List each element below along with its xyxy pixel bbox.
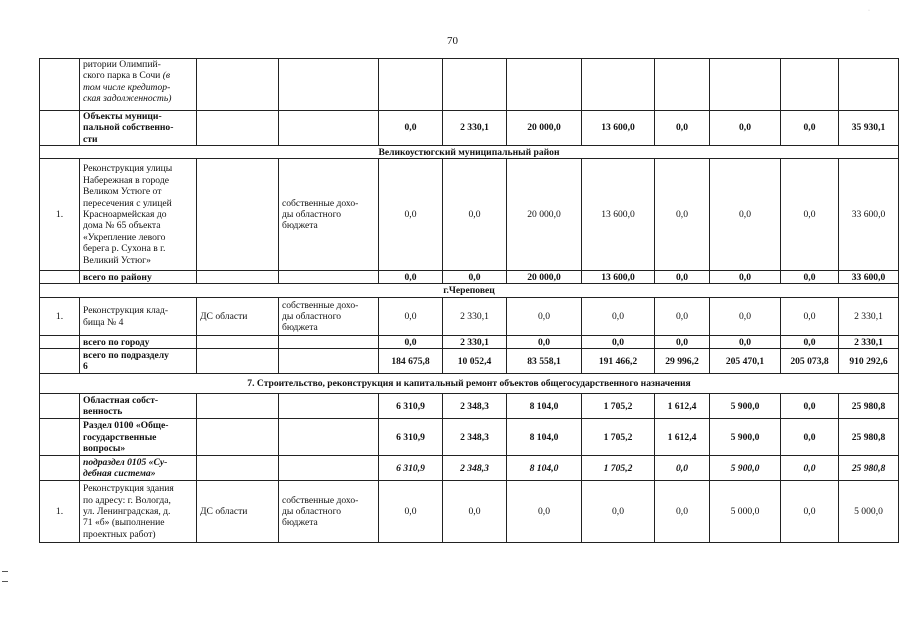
row-number: 1. (40, 481, 80, 543)
amount-cell: 0,0 (379, 271, 443, 284)
object-name: всего по району (80, 271, 197, 284)
row-number (40, 111, 80, 146)
row-number (40, 419, 80, 456)
amount-cell: 8 104,0 (507, 456, 582, 481)
object-name: подраздел 0105 «Су- дебная система» (80, 456, 197, 481)
page-number: 70 (447, 35, 458, 47)
amount-cell (582, 59, 655, 111)
amount-total: 35 930,1 (839, 111, 899, 146)
table-row (40, 394, 899, 419)
amount-cell: 184 675,8 (379, 349, 443, 374)
object-name: всего по подразделу 6 (80, 349, 197, 374)
amount-cell: 0,0 (443, 159, 507, 271)
table-row (40, 271, 899, 284)
object-name: всего по городу (80, 336, 197, 349)
amount-cell: 0,0 (507, 336, 582, 349)
table-row (40, 456, 899, 481)
amount-cell: 5 900,0 (710, 419, 781, 456)
amount-cell: 0,0 (379, 298, 443, 336)
amount-cell: 2 348,3 (443, 394, 507, 419)
amount-cell (655, 59, 710, 111)
amount-cell: 0,0 (655, 456, 710, 481)
corner-mark: · (868, 8, 870, 14)
funding-source (279, 59, 379, 111)
row-number: 1. (40, 298, 80, 336)
amount-cell: 0,0 (582, 336, 655, 349)
funding-source (279, 394, 379, 419)
section-title: 7. Строительство, реконструкция и капитальный ремонт объектов общегосударственного назначения (40, 374, 899, 394)
amount-cell: 2 348,3 (443, 456, 507, 481)
amount-total: 33 600,0 (839, 271, 899, 284)
amount-cell: 0,0 (710, 159, 781, 271)
amount-cell: 1 705,2 (582, 394, 655, 419)
section-title: Великоустюгский муниципальный район (40, 146, 899, 159)
amount-cell (507, 59, 582, 111)
table-body (40, 59, 899, 543)
table-row (40, 481, 899, 543)
amount-cell: 1 612,4 (655, 394, 710, 419)
amount-cell: 0,0 (710, 271, 781, 284)
section-row (40, 146, 899, 159)
amount-cell: 0,0 (710, 111, 781, 146)
amount-cell: 1 705,2 (582, 419, 655, 456)
customer (197, 336, 279, 349)
row-number (40, 271, 80, 284)
amount-total: 25 980,8 (839, 394, 899, 419)
object-name: ритории Олимпий- ского парка в Сочи (в том числе кредитор- ская задолженность) (80, 59, 197, 111)
amount-cell: 2 330,1 (443, 111, 507, 146)
object-name: Реконструкция здания по адресу: г. Вологда, ул. Ленинградская, д. 71 «б» (выполнение проектных работ) (80, 481, 197, 543)
amount-cell: 0,0 (379, 111, 443, 146)
amount-cell: 0,0 (781, 481, 839, 543)
customer (197, 419, 279, 456)
amount-cell (781, 59, 839, 111)
amount-total: 910 292,6 (839, 349, 899, 374)
funding-source (279, 419, 379, 456)
funding-source (279, 349, 379, 374)
amount-cell: 0,0 (781, 271, 839, 284)
section-row (40, 374, 899, 394)
object-name: Реконструкция клад- бища № 4 (80, 298, 197, 336)
amount-total: 2 330,1 (839, 298, 899, 336)
amount-cell: 29 996,2 (655, 349, 710, 374)
amount-cell: 8 104,0 (507, 419, 582, 456)
row-number: 1. (40, 159, 80, 271)
table-row (40, 349, 899, 374)
amount-cell: 10 052,4 (443, 349, 507, 374)
amount-cell: 0,0 (655, 298, 710, 336)
amount-cell: 8 104,0 (507, 394, 582, 419)
amount-cell: 6 310,9 (379, 419, 443, 456)
margin-mark (2, 581, 8, 582)
amount-cell: 0,0 (710, 298, 781, 336)
amount-cell: 2 330,1 (443, 298, 507, 336)
amount-cell: 0,0 (710, 336, 781, 349)
amount-cell: 5 900,0 (710, 394, 781, 419)
customer (197, 456, 279, 481)
amount-cell: 0,0 (507, 481, 582, 543)
amount-cell: 0,0 (443, 271, 507, 284)
amount-cell: 205 470,1 (710, 349, 781, 374)
amount-cell: 0,0 (507, 298, 582, 336)
row-number (40, 456, 80, 481)
amount-cell: 6 310,9 (379, 394, 443, 419)
object-name: Областная собст- венность (80, 394, 197, 419)
amount-cell: 0,0 (582, 481, 655, 543)
amount-total: 2 330,1 (839, 336, 899, 349)
amount-cell: 0,0 (655, 336, 710, 349)
customer (197, 159, 279, 271)
amount-cell: 0,0 (655, 271, 710, 284)
amount-cell: 0,0 (379, 159, 443, 271)
amount-cell: 5 900,0 (710, 456, 781, 481)
customer (197, 59, 279, 111)
amount-cell: 1 612,4 (655, 419, 710, 456)
object-name: Реконструкция улицы Набережная в городе Великом Устюге от пересечения с улицей Красноармейская до дома № 65 объекта «Укрепление левого берега р. Сухона в г. Великий Устюг» (80, 159, 197, 271)
row-number (40, 349, 80, 374)
funding-source (279, 456, 379, 481)
customer (197, 349, 279, 374)
amount-cell: 1 705,2 (582, 456, 655, 481)
amount-cell (710, 59, 781, 111)
amount-cell: 0,0 (379, 336, 443, 349)
amount-cell: 20 000,0 (507, 271, 582, 284)
amount-cell: 2 330,1 (443, 336, 507, 349)
customer (197, 271, 279, 284)
amount-cell: 20 000,0 (507, 159, 582, 271)
table-row (40, 159, 899, 271)
amount-cell: 5 000,0 (710, 481, 781, 543)
customer: ДС области (197, 298, 279, 336)
amount-cell: 191 466,2 (582, 349, 655, 374)
amount-cell: 13 600,0 (582, 159, 655, 271)
table-row (40, 419, 899, 456)
amount-cell: 83 558,1 (507, 349, 582, 374)
amount-total (839, 59, 899, 111)
customer (197, 394, 279, 419)
row-number (40, 336, 80, 349)
amount-cell: 0,0 (781, 336, 839, 349)
funding-source: собственные дохо- ды областного бюджета (279, 481, 379, 543)
amount-cell: 0,0 (781, 159, 839, 271)
funding-source (279, 271, 379, 284)
amount-cell: 0,0 (781, 456, 839, 481)
margin-mark (2, 571, 8, 572)
amount-cell: 0,0 (443, 481, 507, 543)
amount-cell: 0,0 (781, 394, 839, 419)
amount-cell: 0,0 (655, 111, 710, 146)
table-row (40, 111, 899, 146)
table-row (40, 298, 899, 336)
amount-cell: 0,0 (655, 159, 710, 271)
row-number (40, 59, 80, 111)
customer: ДС области (197, 481, 279, 543)
amount-cell: 0,0 (781, 298, 839, 336)
object-name: Объекты муници- пальной собственно- сти (80, 111, 197, 146)
amount-cell (379, 59, 443, 111)
amount-cell: 6 310,9 (379, 456, 443, 481)
amount-cell: 0,0 (781, 419, 839, 456)
amount-total: 25 980,8 (839, 419, 899, 456)
amount-cell: 0,0 (781, 111, 839, 146)
budget-table (39, 58, 899, 543)
amount-cell (443, 59, 507, 111)
amount-cell: 0,0 (582, 298, 655, 336)
funding-source (279, 336, 379, 349)
amount-cell: 13 600,0 (582, 271, 655, 284)
object-name: Раздел 0100 «Обще- государственные вопросы» (80, 419, 197, 456)
amount-total: 5 000,0 (839, 481, 899, 543)
amount-cell: 205 073,8 (781, 349, 839, 374)
funding-source: собственные дохо- ды областного бюджета (279, 159, 379, 271)
funding-source (279, 111, 379, 146)
section-row (40, 284, 899, 298)
section-title: г.Череповец (40, 284, 899, 298)
amount-cell: 0,0 (655, 481, 710, 543)
amount-cell: 2 348,3 (443, 419, 507, 456)
table-row (40, 336, 899, 349)
amount-cell: 0,0 (379, 481, 443, 543)
amount-cell: 20 000,0 (507, 111, 582, 146)
row-number (40, 394, 80, 419)
amount-cell: 13 600,0 (582, 111, 655, 146)
table-row (40, 59, 899, 111)
amount-total: 25 980,8 (839, 456, 899, 481)
customer (197, 111, 279, 146)
amount-total: 33 600,0 (839, 159, 899, 271)
funding-source: собственные дохо- ды областного бюджета (279, 298, 379, 336)
